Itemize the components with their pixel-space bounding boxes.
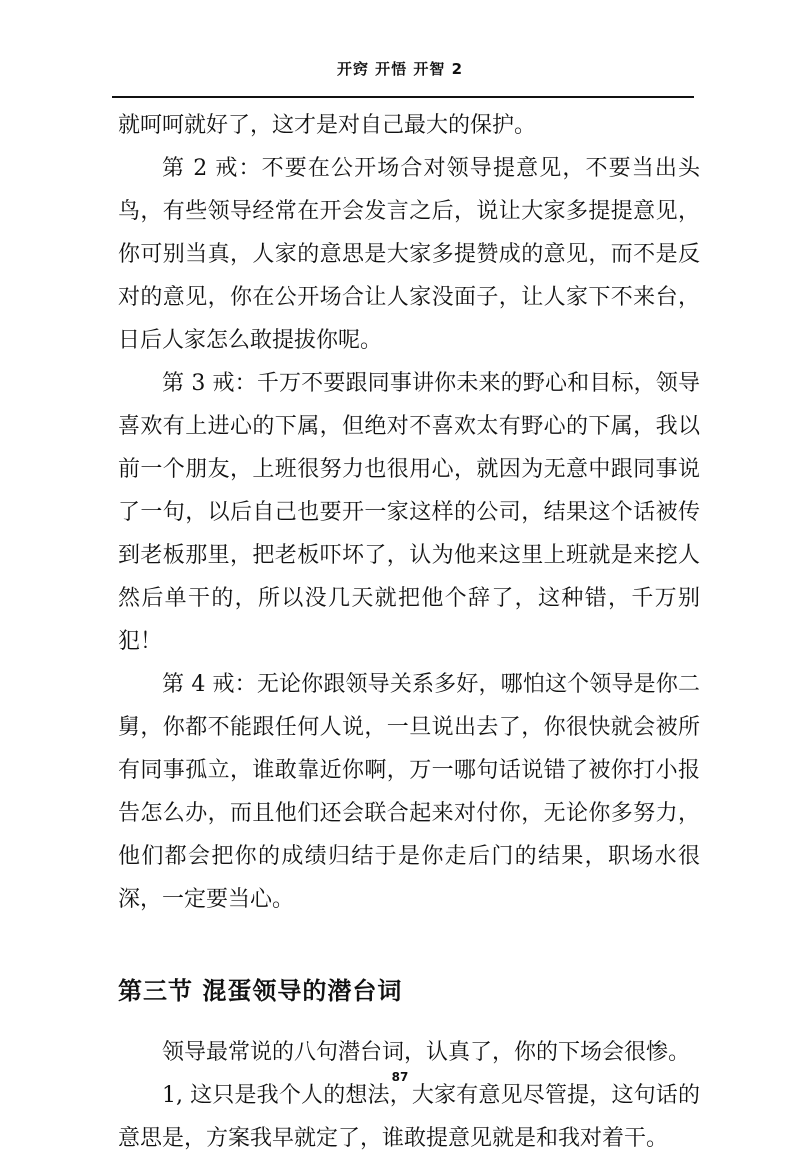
paragraph-rule-2: 第 2 戒：不要在公开场合对领导提意见，不要当出头鸟，有些领导经常在开会发言之后，说让大家多提提意见，你可别当真，人家的意思是大家多提赞成的意见，而不是反对的意见，你在公开场合让人家没面子，让人家下不来台，日后人家怎么敢提拔你呢。 <box>118 156 700 353</box>
paragraph-section-intro: 领导最常说的八句潜台词，认真了，你的下场会很惨。 <box>162 1040 691 1065</box>
paragraph-rule-4: 第 4 戒：无论你跟领导关系多好，哪怕这个领导是你二舅，你都不能跟任何人说，一旦说出去了，你很快就会被所有同事孤立，谁敢靠近你啊，万一哪句话说错了被你打小报告怎么办，而且他们还会联合起来对付你，无论你多努力，他们都会把你的成绩归结于是你走后门的结果，职场水很深，一定要当心。 <box>118 672 700 912</box>
section-heading: 第三节 混蛋领导的潜台词 <box>118 977 403 1005</box>
paragraph-subtext-1: 1, 这只是我个人的想法，大家有意见尽管提，这句话的意思是，方案我早就定了，谁敢提意见就是和我对着干。 <box>118 1083 700 1151</box>
paragraph-continuation: 就呵呵就好了，这才是对自己最大的保护。 <box>118 113 537 138</box>
paragraph-rule-3: 第 3 戒：千万不要跟同事讲你未来的野心和目标，领导喜欢有上进心的下属，但绝对不喜欢太有野心的下属，我以前一个朋友，上班很努力也很用心，就因为无意中跟同事说了一句，以后自己也要开一家这样的公司，结果这个话被传到老板那里，把老板吓坏了，认为他来这里上班就是来挖人然后单干的，所以没几天就把他个辞了，这种错，千万别犯！ <box>118 371 700 654</box>
running-header: 开窍 开悟 开智 2 <box>336 60 464 78</box>
header-divider <box>112 96 694 98</box>
page-body <box>118 104 700 1160</box>
page-number: 87 <box>391 1070 409 1084</box>
